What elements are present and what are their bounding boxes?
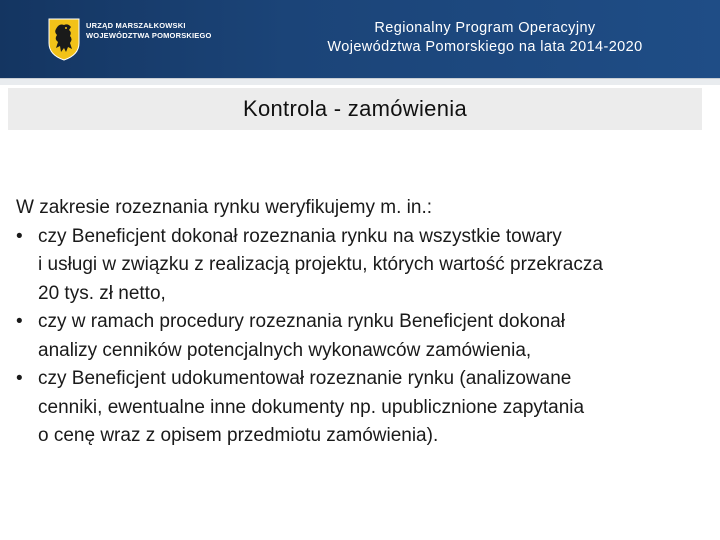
title-bar — [8, 88, 702, 130]
bullet-mark: • — [16, 225, 23, 247]
program-title-line2: Województwa Pomorskiego na lata 2014-2020 — [327, 39, 643, 55]
office-name — [86, 21, 226, 41]
bullet-line: i usługi w związku z realizacją projektu, których wartość przekracza — [38, 254, 603, 275]
bullet-mark: • — [16, 311, 23, 332]
program-title — [270, 19, 700, 57]
program-title-line1: Regionalny Program Operacyjny — [374, 20, 596, 36]
bullet-line: 20 tys. zł netto, — [38, 282, 166, 304]
header-divider — [0, 78, 720, 85]
griffin-coat-of-arms-icon — [47, 17, 81, 61]
office-name-line2: WOJEWÓDZTWA POMORSKIEGO — [86, 31, 212, 40]
bullet-line: analizy cenników potencjalnych wykonawców zamówienia, — [38, 339, 532, 361]
bullet-list — [16, 223, 706, 451]
slide-title: Kontrola - zamówienia — [243, 96, 467, 121]
office-name-line1: URZĄD MARSZAŁKOWSKI — [86, 21, 186, 30]
bullet-item — [16, 223, 706, 309]
bullet-item — [16, 365, 706, 451]
bullet-line: czy Beneficjent dokonał rozeznania rynku na wszystkie towary — [38, 225, 562, 247]
bullet-line: cenniki, ewentualne inne dokumenty np. upublicznione zapytania — [38, 396, 585, 418]
bullet-item — [16, 308, 706, 365]
slide-body — [16, 194, 706, 451]
header-bar — [0, 0, 720, 78]
bullet-line: czy w ramach procedury rozeznania rynku Beneficjent dokonał — [38, 311, 565, 332]
bullet-line: czy Beneficjent udokumentował rozeznanie rynku (analizowane — [38, 368, 572, 389]
bullet-mark: • — [16, 368, 23, 389]
bullet-line: o cenę wraz z opisem przedmiotu zamówienia). — [38, 425, 439, 446]
intro-text: W zakresie rozeznania rynku weryfikujemy m. in.: — [16, 197, 433, 218]
